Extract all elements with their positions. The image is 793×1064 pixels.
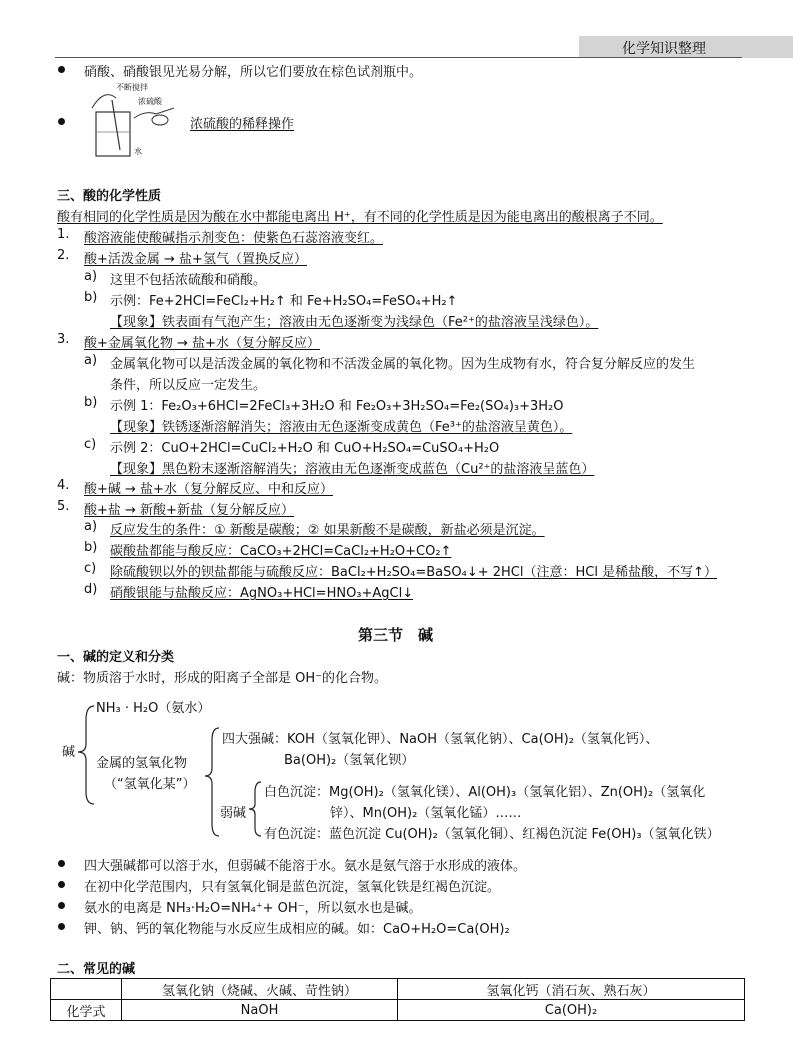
bullet-text: 硝酸、硝酸银见光易分解，所以它们要放在棕色试剂瓶中。 (84, 65, 423, 80)
list-item: 除硫酸钡以外的钡盐都能与硫酸反应：BaCl₂+H₂SO₄=BaSO₄↓+ 2HCl（注意：HCl 是稀盐酸，不写↑） (110, 565, 717, 580)
brace-icon (246, 778, 264, 840)
list-item: 酸+盐 → 新酸+新盐（复分解反应） (84, 503, 294, 518)
tree-white-2: 锌）、Mn(OH)₂（氢氧化锰）…… (330, 806, 522, 821)
list-item-number: 2. (57, 248, 70, 263)
list-item-number: c) (84, 437, 97, 452)
list-item: 酸+碱 → 盐+水（复分解反应、中和反应） (84, 482, 333, 497)
list-item: 硝酸银能与盐酸反应：AgNO₃+HCl=HNO₃+AgCl↓ (110, 586, 414, 601)
list-item-number: b) (84, 395, 98, 410)
tree-root: 碱 (62, 745, 76, 760)
list-item: 酸+活泼金属 → 盐+氢气（置换反应） (84, 252, 307, 267)
tree-colored: 有色沉淀：蓝色沉淀 Cu(OH)₂（氢氧化铜）、红褐色沉淀 Fe(OH)₃（氢氧化铁） (264, 827, 720, 842)
section-intro: 酸有相同的化学性质是因为酸在水中都能电离出 H⁺，有不同的化学性质是因为能电离出的酸根离子不同。 (57, 210, 663, 225)
figure-label-stir: 不断搅拌 (116, 83, 148, 92)
list-item-number: 4. (57, 478, 70, 493)
bullet-icon (58, 66, 65, 73)
base-def-text: 碱：物质溶于水时，形成的阳离子全部是 OH⁻的化合物。 (57, 671, 388, 686)
list-item: 碳酸盐都能与酸反应：CaCO₃+2HCl=CaCl₂+H₂O+CO₂↑ (110, 544, 452, 559)
list-item: 条件，所以反应一定发生。 (110, 378, 267, 393)
brace-icon (74, 700, 98, 810)
table-row (51, 1000, 745, 1021)
table-cell: 化学式 (51, 1000, 122, 1021)
list-item: 酸溶液能使酸碱指示剂变色：使紫色石蕊溶液变红。 (84, 231, 384, 246)
header-rule (55, 57, 742, 58)
tree-strong: 四大强碱：KOH（氢氧化钾）、NaOH（氢氧化钠）、Ca(OH)₂（氢氧化钙）、 (222, 732, 659, 747)
table-header-cell: 氢氧化钠（烧碱、火碱、苛性钠） (122, 979, 398, 1000)
header-title: 化学知识整理 (622, 41, 706, 57)
bullet-icon (58, 118, 65, 125)
list-item: 这里不包括浓硫酸和硝酸。 (110, 273, 267, 288)
common-bases-table (50, 978, 745, 1021)
note-item: 钾、钠、钙的氧化物能与水反应生成相应的碱。如：CaO+H₂O=Ca(OH)₂ (84, 922, 510, 937)
list-item-number: 1. (57, 227, 70, 242)
list-item: 酸+金属氧化物 → 盐+水（复分解反应） (84, 336, 320, 351)
tree-metal-hydroxide: 金属的氢氧化物 (96, 756, 188, 771)
tree-strong-2: Ba(OH)₂（氢氧化钡） (284, 753, 415, 768)
table-cell: Ca(OH)₂ (398, 1000, 745, 1021)
list-item: 反应发生的条件：① 新酸是碳酸；② 如果新酸不是碳酸，新盐必须是沉淀。 (110, 523, 545, 538)
list-item-number: a) (84, 269, 98, 284)
list-item: 示例 2：CuO+2HCl=CuCl₂+H₂O 和 CuO+H₂SO₄=CuSO₄+H₂O (110, 441, 500, 456)
list-item: 【现象】铁锈逐渐溶解消失；溶液由无色逐渐变成黄色（Fe³⁺的盐溶液呈黄色）。 (110, 420, 573, 435)
list-item-number: 5. (57, 499, 70, 514)
note-item: 在初中化学范围内，只有氢氧化铜是蓝色沉淀，氢氧化铁是红褐色沉淀。 (84, 880, 501, 895)
list-item: 【现象】铁表面有气泡产生；溶液由无色逐渐变为浅绿色（Fe²⁺的盐溶液呈浅绿色）。 (110, 315, 599, 330)
list-item: 【现象】黑色粉末逐渐溶解消失；溶液由无色逐渐变成蓝色（Cu²⁺的盐溶液呈蓝色） (110, 462, 595, 477)
list-item: 示例 1：Fe₂O₃+6HCl=2FeCl₃+3H₂O 和 Fe₂O₃+3H₂SO₄=Fe₂(SO₄)₃+3H₂O (110, 399, 564, 414)
list-item-number: a) (84, 353, 98, 368)
table-header-row (51, 979, 745, 1000)
brace-icon (202, 724, 222, 842)
section-heading: 三、酸的化学性质 (57, 189, 162, 204)
list-item-number: b) (84, 540, 98, 555)
list-item: 示例：Fe+2HCl=FeCl₂+H₂↑ 和 Fe+H₂SO₄=FeSO₄+H₂↑ (110, 294, 458, 309)
bullet-text: 浓硫酸的稀释操作 (190, 117, 295, 132)
bullet-icon (58, 881, 65, 888)
note-item: 氨水的电离是 NH₃·H₂O=NH₄⁺+ OH⁻，所以氨水也是碱。 (84, 901, 422, 916)
list-item-number: b) (84, 290, 98, 305)
tree-weak: 弱碱 (220, 806, 247, 821)
section-title: 第三节 碱 (358, 626, 434, 644)
tree-white: 白色沉淀：Mg(OH)₂（氢氧化镁）、Al(OH)₃（氢氧化铝）、Zn(OH)₂（氢氧化 (264, 785, 706, 800)
bullet-icon (58, 902, 65, 909)
figure-label-acid: 浓硫酸 (138, 97, 162, 106)
table-cell: NaOH (122, 1000, 398, 1021)
note-item: 四大强碱都可以溶于水，但弱碱不能溶于水。氨水是氨气溶于水形成的液体。 (84, 859, 527, 874)
common-heading: 二、常见的碱 (57, 962, 136, 977)
list-item-number: c) (84, 561, 97, 576)
base-def-heading: 一、碱的定义和分类 (57, 650, 175, 665)
bullet-icon (58, 923, 65, 930)
list-item-number: 3. (57, 332, 70, 347)
table-header-cell: 氢氧化钙（消石灰、熟石灰） (398, 979, 745, 1000)
list-item-number: a) (84, 519, 98, 534)
tree-metal-hydroxide-alias: （“氢氧化某”） (104, 777, 196, 792)
figure-label-water: 水 (134, 147, 142, 156)
tree-ammonia: NH₃ · H₂O（氨水） (96, 701, 211, 716)
bullet-icon (58, 860, 65, 867)
list-item-number: d) (84, 582, 98, 597)
list-item: 金属氧化物可以是活泼金属的氧化物和不活泼金属的氧化物。因为生成物有水，符合复分解反应的发生 (110, 357, 696, 372)
table-header-cell (51, 979, 122, 1000)
